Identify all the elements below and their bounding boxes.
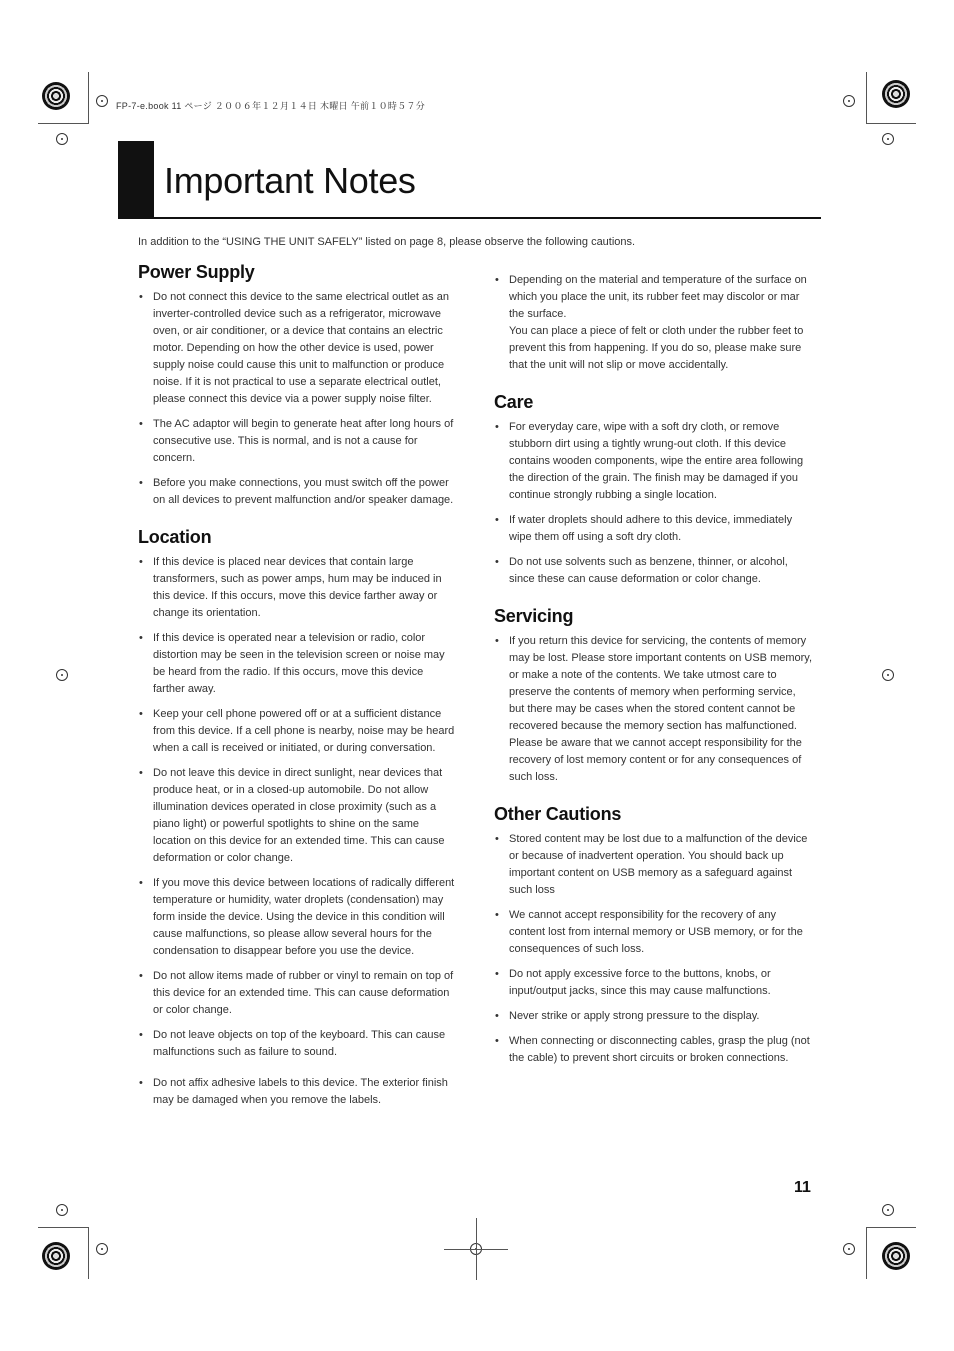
registration-disc-top-left [42,82,70,110]
crop-target-icon [96,95,108,107]
bullet-list [494,831,814,1067]
registration-disc-bottom-left [42,1242,70,1270]
list-item: • Keep your cell phone powered off or at a sufficient distance from this device. If a cell phone is nearby, noise may be heard when a call is received or initiated, or during conversation. [138,706,458,757]
list-item: • When connecting or disconnecting cables, grasp the plug (not the cable) to prevent short circuits or broken connections. [494,1033,814,1067]
section-care [494,392,814,588]
crop-target-icon [56,1204,68,1216]
list-item: • For everyday care, wipe with a soft dry cloth, or remove stubborn dirt using a tightly wrung-out cloth. If this device contains wooden components, wipe the entire area following the direction of the grain. The finish may be damaged if you continue strongly rubbing a single location. [494,419,814,504]
list-item-note: You can place a piece of felt or cloth under the rubber feet to prevent this from happening. If you do so, please make sure that the unit will not slip or move accidentally. [509,325,804,371]
crop-line [38,123,88,124]
list-item: • If this device is placed near devices that contain large transformers, such as power amps, hum may be induced in this device. If this occurs, move this device farther away or change its orientation. [138,554,458,622]
page-title: Important Notes [164,160,416,201]
crop-line [866,123,916,124]
title-bar-block [118,141,154,219]
page-number: 11 [794,1179,811,1196]
list-item: • If you return this device for servicing, the contents of memory may be lost. Please store important contents on USB memory, or make a note of the contents. We take utmost care to preserve the contents of memory when performing service, but there may be cases when the stored content cannot be recovered because the memory section has malfunctioned. Please be aware that we cannot accept responsibility for the recovery of lost memory content or for any consequences of such loss. [494,633,814,786]
bullet-list [494,633,814,786]
section-heading: Other Cautions [494,804,622,824]
section-servicing [494,606,814,786]
list-item: • Do not affix adhesive labels to this device. The exterior finish may be damaged when you remove the labels. [138,1075,458,1109]
section-other-cautions [494,804,814,1067]
list-item: • If you move this device between locations of radically different temperature or humidity, water droplets (condensation) may form inside the device. Using the device in this condition will cause malfunctions, so please allow several hours for the condensation to disappear before you use the device. [138,875,458,960]
section-heading: Servicing [494,606,574,626]
list-item: • Do not leave this device in direct sunlight, near devices that produce heat, or in a closed-up automobile. Do not allow illumination devices operated in close proximity (such as a piano light) or powerful spotlights to shine on the same location on this device for an extended time. This can cause deformation or color change. [138,765,458,867]
section-power-supply [138,262,458,509]
list-item: • Do not leave objects on top of the keyboard. This can cause malfunctions such as failure to sound. [138,1027,458,1061]
list-item: • If this device is operated near a television or radio, color distortion may be seen in the television screen or noise may be heard from the radio. If this occurs, move this device farther away. [138,630,458,698]
crop-target-icon [882,669,894,681]
list-item: • Do not use solvents such as benzene, thinner, or alcohol, since these can cause deformation or color change. [494,554,814,588]
section-location-continued [494,272,814,374]
section-heading: Care [494,392,534,412]
left-column [138,262,458,1127]
list-item: • Before you make connections, you must switch off the power on all devices to prevent malfunction and/or speaker damage. [138,475,458,509]
section-heading: Location [138,527,212,547]
registration-disc-bottom-right [882,1242,910,1270]
list-item: • Stored content may be lost due to a malfunction of the device or because of inadvertent operation. You should back up important content on USB memory as a safeguard against such loss [494,831,814,899]
list-item: • Do not connect this device to the same electrical outlet as an inverter-controlled device such as a refrigerator, microwave oven, or air conditioner, or a device that contains an electric motor. Depending on how the other device is used, power supply noise could cause this unit to malfunction or produce noise. If it is not practical to use a separate electrical outlet, please connect this device via a power supply noise filter. [138,289,458,408]
list-item: • The AC adaptor will begin to generate heat after long hours of consecutive use. This is normal, and is not a cause for concern. [138,416,458,467]
section-location [138,527,458,1109]
list-item: • If water droplets should adhere to this device, immediately wipe them off using a soft dry cloth. [494,512,814,546]
crop-target-icon [96,1243,108,1255]
title-rule [118,217,821,219]
crop-target-icon [882,1204,894,1216]
list-item: • We cannot accept responsibility for the recovery of any content lost from internal memory or USB memory, or for the consequences of such loss. [494,907,814,958]
crop-line [476,1218,477,1280]
crop-target-icon [56,133,68,145]
crop-line [88,72,89,124]
bullet-list [494,272,814,374]
file-info-header: FP-7-e.book 11 ページ ２００６年１２月１４日 木曜日 午前１０時５７分 [116,101,426,111]
bullet-list [494,419,814,588]
bullet-list [138,554,458,1109]
crop-line [866,1227,916,1228]
crop-line [866,72,867,124]
bullet-list [138,289,458,509]
list-item: • Never strike or apply strong pressure to the display. [494,1008,814,1025]
registration-disc-top-right [882,80,910,108]
crop-line [866,1227,867,1279]
crop-line [88,1227,89,1279]
crop-target-icon [882,133,894,145]
crop-target-icon [843,1243,855,1255]
crop-target-icon [56,669,68,681]
right-column [494,272,814,1085]
list-item: • Do not allow items made of rubber or vinyl to remain on top of this device for an extended time. This can cause deformation or color change. [138,968,458,1019]
crop-target-icon [843,95,855,107]
intro-text: In addition to the “USING THE UNIT SAFELY” listed on page 8, please observe the following cautions. [138,236,636,248]
list-item: • Do not apply excessive force to the buttons, knobs, or input/output jacks, since this may cause malfunctions. [494,966,814,1000]
list-item [494,272,814,374]
crop-line [38,1227,88,1228]
list-item-text: Depending on the material and temperature of the surface on which you place the unit, its rubber feet may discolor or mar the surface. [509,274,807,320]
section-heading: Power Supply [138,262,255,282]
